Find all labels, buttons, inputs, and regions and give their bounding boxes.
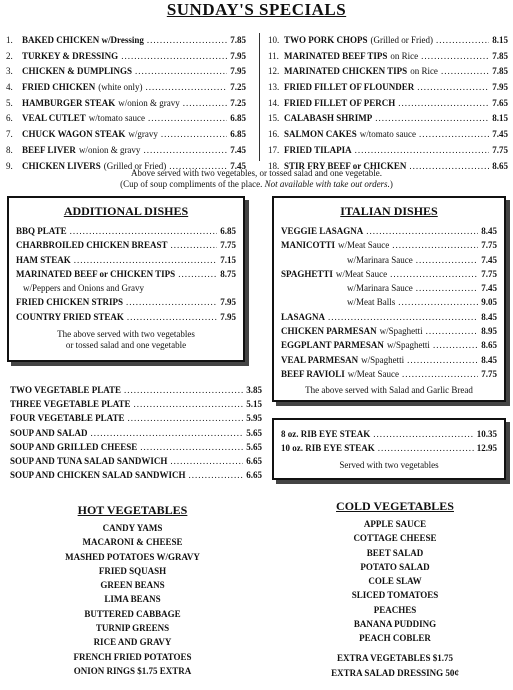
item-price: 7.25 <box>230 97 246 108</box>
menu-item <box>9 310 243 324</box>
menu-item <box>268 127 508 143</box>
item-price: 10.35 <box>476 429 497 439</box>
item-price: 7.95 <box>230 50 246 61</box>
item-number: 14. <box>268 97 280 108</box>
item-number: 4. <box>6 82 13 93</box>
menu-item <box>274 367 504 381</box>
item-price: 7.95 <box>230 66 246 77</box>
item-price: 7.85 <box>492 66 508 77</box>
item-note: w/onion & gravy <box>78 144 141 155</box>
item-number: 12. <box>268 66 280 77</box>
vegetable-item: MACARONI & CHEESE <box>82 537 183 548</box>
item-price: 7.45 <box>481 254 497 265</box>
dot-leader <box>148 111 227 127</box>
dot-leader <box>126 295 217 309</box>
item-price: 7.45 <box>481 283 497 294</box>
item-name: STIR FRY BEEF or CHICKEN <box>284 160 407 171</box>
item-name: FRIED FILLET OF FLOUNDER <box>284 82 415 93</box>
item-number: 13. <box>268 82 280 93</box>
item-price: 7.25 <box>230 82 246 93</box>
item-number: 16. <box>268 129 280 140</box>
dot-leader <box>402 367 478 381</box>
menu-item <box>268 111 508 127</box>
item-note: w/Spaghetti <box>361 354 405 365</box>
item-name: SPAGHETTI <box>281 268 333 279</box>
dot-leader <box>375 111 489 127</box>
menu-item <box>274 441 504 455</box>
item-name: HAM STEAK <box>16 254 71 265</box>
item-price: 7.75 <box>481 268 497 279</box>
additional-dishes-box <box>7 196 245 362</box>
extra-salad-dressing: EXTRA SALAD DRESSING 50¢ <box>331 668 459 678</box>
item-price: 8.65 <box>481 340 497 351</box>
item-price: 3.85 <box>246 385 262 395</box>
menu-item <box>274 267 504 281</box>
vegetable-item: TURNIP GREENS <box>95 623 170 634</box>
menu-item <box>274 295 504 309</box>
item-name: COUNTRY FRIED STEAK <box>16 311 124 322</box>
item-number: 6. <box>6 113 13 124</box>
column-divider <box>259 33 260 161</box>
menu-item <box>9 224 243 238</box>
dot-leader <box>355 143 490 159</box>
dot-leader <box>436 33 489 49</box>
vegetable-item: PEACHES <box>373 604 417 615</box>
item-note: (white only) <box>98 82 143 93</box>
item-price: 6.65 <box>246 455 262 466</box>
item-note: w/Marinara Sauce <box>347 283 413 294</box>
item-price: 6.85 <box>230 113 246 124</box>
item-price: 8.95 <box>481 326 497 337</box>
item-number: 15. <box>268 113 280 124</box>
item-name: BEEF LIVER <box>22 144 76 155</box>
item-note: w/onion & gravy <box>118 97 180 108</box>
menu-item <box>6 111 246 127</box>
dot-leader <box>328 310 478 324</box>
item-price: 5.65 <box>246 427 262 438</box>
menu-item <box>274 310 504 324</box>
item-name: SOUP AND SALAD <box>10 427 88 438</box>
dot-leader <box>70 224 218 238</box>
item-note: (Grilled or Fried) <box>370 35 433 45</box>
item-note: w/Meat Balls <box>347 297 396 308</box>
item-price: 5.65 <box>246 441 262 452</box>
dot-leader <box>398 96 489 112</box>
menu-item <box>9 253 243 267</box>
hot-vegetables-section <box>20 503 245 678</box>
hot-vegetables-title: HOT VEGETABLES <box>77 503 188 517</box>
item-number: 9. <box>6 160 13 171</box>
item-price: 8.75 <box>220 268 236 279</box>
vegetable-item: MASHED POTATOES W/GRAVY <box>65 551 200 562</box>
item-name: SOUP AND GRILLED CHEESE <box>10 441 138 452</box>
item-price: 6.85 <box>230 129 246 140</box>
dot-leader <box>378 441 474 455</box>
dot-leader <box>407 353 478 367</box>
item-note: w/tomato sauce <box>359 129 416 140</box>
dot-leader <box>416 253 479 267</box>
specials-left-column <box>6 33 246 174</box>
item-name: EGGPLANT PARMESAN <box>281 340 384 351</box>
vegetable-item: CANDY YAMS <box>102 523 163 533</box>
menu-item <box>9 238 243 252</box>
dot-leader <box>189 468 244 482</box>
item-name: VEAL PARMESAN <box>281 354 359 365</box>
item-name: HAMBURGER STEAK <box>22 97 116 108</box>
item-price: 12.95 <box>476 443 497 454</box>
item-name: TWO PORK CHOPS <box>284 35 368 45</box>
item-number: 7. <box>6 129 13 140</box>
item-name: CALABASH SHRIMP <box>284 113 373 124</box>
item-note: on Rice <box>390 50 419 61</box>
specials-right-column <box>268 33 508 174</box>
specials-list <box>6 33 508 171</box>
item-price: 7.45 <box>230 144 246 155</box>
cold-vegetables-title: COLD VEGETABLES <box>336 499 454 513</box>
menu-item <box>6 80 246 96</box>
menu-item <box>274 324 504 338</box>
item-note: w/Meat Sauce <box>347 368 400 379</box>
item-name: VEGGIE LASAGNA <box>281 226 364 236</box>
italian-dishes-list <box>274 224 504 381</box>
item-name: CHICKEN LIVERS <box>22 160 101 171</box>
served-line-2: (Cup of soup compliments of the place. Not available with take out orders.) <box>120 179 393 189</box>
item-price: 8.45 <box>481 226 497 236</box>
menu-item <box>274 281 504 295</box>
item-price: 8.15 <box>492 113 508 124</box>
item-number: 18. <box>268 160 280 171</box>
menu-item <box>6 64 246 80</box>
italian-served-note: The above served with Salad and Garlic Bread <box>305 385 473 396</box>
specials-served-note <box>0 168 513 190</box>
vegetable-item: BEET SALAD <box>366 547 424 558</box>
item-name: TWO VEGETABLE PLATE <box>10 385 122 395</box>
item-price: 7.15 <box>220 254 236 265</box>
vegetable-item: SLICED TOMATOES <box>351 590 439 601</box>
item-name: SOUP AND TUNA SALAD SANDWICH <box>10 455 168 466</box>
additional-sub-note: w/Peppers and Onions and Gravy <box>23 283 144 294</box>
item-name: FRIED TILAPIA <box>284 144 352 155</box>
vegetable-item: FRENCH FRIED POTATOES <box>73 651 192 662</box>
dot-leader <box>147 33 227 49</box>
menu-item <box>6 96 246 112</box>
served-line-1: Above served with two vegetables, or tossed salad and one vegetable. <box>131 168 382 178</box>
item-price: 7.85 <box>230 35 246 45</box>
item-name: MARINATED CHICKEN TIPS <box>284 66 408 77</box>
vegetable-item: BANANA PUDDING <box>353 619 437 630</box>
menu-item <box>274 427 504 441</box>
menu-item <box>10 468 262 482</box>
item-price: 7.75 <box>220 240 236 251</box>
item-name: FRIED FILLET OF PERCH <box>284 97 396 108</box>
dot-leader <box>127 310 217 324</box>
dot-leader <box>74 253 217 267</box>
dot-leader <box>178 267 217 281</box>
item-price: 7.95 <box>492 82 508 93</box>
item-number: 10. <box>268 35 280 45</box>
dot-leader <box>426 324 479 338</box>
item-price: 7.75 <box>492 144 508 155</box>
item-name: 8 oz. RIB EYE STEAK <box>281 429 371 439</box>
dot-leader <box>146 80 228 96</box>
menu-item <box>268 143 508 159</box>
dot-leader <box>140 440 243 454</box>
item-price: 6.85 <box>220 226 236 236</box>
menu-item <box>6 33 246 49</box>
dot-leader <box>124 383 243 397</box>
vegetable-item: COTTAGE CHEESE <box>353 533 437 544</box>
steaks-list <box>274 427 504 456</box>
menu-item <box>274 338 504 352</box>
item-price: 9.05 <box>481 297 497 308</box>
menu-item <box>274 238 504 252</box>
extras-section <box>290 651 500 681</box>
menu-item <box>274 253 504 267</box>
item-price: 7.85 <box>492 50 508 61</box>
item-note: w/Meat Sauce <box>335 268 388 279</box>
dot-leader <box>128 411 244 425</box>
plates-list <box>10 383 262 482</box>
vegetable-item: PEACH COBLER <box>359 633 431 644</box>
additional-dishes-list <box>9 224 243 281</box>
dot-leader <box>417 80 489 96</box>
item-note: on Rice <box>410 66 438 77</box>
item-note: w/Meat Sauce <box>338 240 390 251</box>
cold-vegetables-section <box>290 499 500 646</box>
dot-leader <box>392 238 478 252</box>
item-price: 7.65 <box>492 97 508 108</box>
vegetable-item: GREEN BEANS <box>100 580 165 591</box>
additional-served-note: The above served with two vegetables or tossed salad and one vegetable <box>57 329 195 351</box>
item-number: 3. <box>6 66 13 77</box>
item-number: 5. <box>6 97 13 108</box>
dot-leader <box>183 96 227 112</box>
item-name: LASAGNA <box>281 311 326 322</box>
item-number: 2. <box>6 50 13 61</box>
dot-leader <box>171 238 218 252</box>
item-price: 5.95 <box>246 413 262 424</box>
extra-vegetables: EXTRA VEGETABLES $1.75 <box>337 653 453 663</box>
item-name: BAKED CHICKEN w/Dressing <box>22 35 144 45</box>
dot-leader <box>161 127 227 143</box>
steaks-box <box>272 418 506 480</box>
dot-leader <box>134 397 244 411</box>
item-price: 7.45 <box>492 129 508 140</box>
item-name: BEEF RAVIOLI <box>281 368 345 379</box>
dot-leader <box>121 49 227 65</box>
menu-item <box>268 80 508 96</box>
vegetable-item: POTATO SALAD <box>360 561 430 572</box>
menu-item <box>268 64 508 80</box>
italian-dishes-title: ITALIAN DISHES <box>340 204 438 218</box>
item-number: 1. <box>6 35 13 45</box>
item-price: 7.75 <box>481 240 497 251</box>
item-price: 8.15 <box>492 35 508 45</box>
vegetable-item: RICE AND GRAVY <box>93 637 172 648</box>
dot-leader <box>366 224 478 238</box>
dot-leader <box>143 143 227 159</box>
vegetable-item: FRIED SQUASH <box>98 565 167 576</box>
page-title: SUNDAY'S SPECIALS <box>166 0 347 19</box>
item-name: FOUR VEGETABLE PLATE <box>10 413 125 424</box>
item-price: 7.45 <box>230 160 246 171</box>
item-name: MARINATED BEEF TIPS <box>284 50 388 61</box>
item-name: CHUCK WAGON STEAK <box>22 129 126 140</box>
dot-leader <box>416 281 479 295</box>
item-price: 7.95 <box>220 297 236 308</box>
dot-leader <box>373 427 473 441</box>
menu-item <box>10 454 262 468</box>
dot-leader <box>91 426 244 440</box>
item-name: FRIED CHICKEN <box>22 82 96 93</box>
item-name: THREE VEGETABLE PLATE <box>10 399 131 410</box>
menu-item <box>6 127 246 143</box>
italian-dishes-box <box>272 196 506 402</box>
menu-item <box>10 440 262 454</box>
item-note: w/tomato sauce <box>88 113 146 124</box>
item-name: MANICOTTI <box>281 240 336 251</box>
menu-item <box>268 33 508 49</box>
dot-leader <box>390 267 478 281</box>
additional-dishes-title: ADDITIONAL DISHES <box>63 204 189 218</box>
item-name: CHICKEN & DUMPLINGS <box>22 66 133 77</box>
item-number: 8. <box>6 144 13 155</box>
menu-item <box>9 295 243 309</box>
vegetable-item: LIMA BEANS <box>104 594 161 605</box>
menu-item <box>274 224 504 238</box>
item-price: 5.15 <box>246 399 262 410</box>
dot-leader <box>433 338 478 352</box>
steaks-served-note: Served with two vegetables <box>339 459 439 470</box>
menu-item <box>268 96 508 112</box>
dot-leader <box>398 295 478 309</box>
menu-item <box>10 426 262 440</box>
menu-item <box>10 397 262 411</box>
item-price: 7.75 <box>481 368 497 379</box>
menu-item <box>10 411 262 425</box>
item-price: 8.45 <box>481 311 497 322</box>
item-note: w/Spaghetti <box>386 340 430 351</box>
item-name: FRIED CHICKEN STRIPS <box>16 297 124 308</box>
item-name: CHICKEN PARMESAN <box>281 326 377 337</box>
dot-leader <box>421 49 489 65</box>
vegetable-item: BUTTERED CABBAGE <box>84 608 181 619</box>
item-price: 6.65 <box>246 470 262 481</box>
item-name: VEAL CUTLET <box>22 113 86 124</box>
item-price: 7.95 <box>220 311 236 322</box>
dot-leader <box>441 64 489 80</box>
dot-leader <box>135 64 227 80</box>
item-price: 8.65 <box>492 160 508 171</box>
item-name: MARINATED BEEF or CHICKEN TIPS <box>16 268 176 279</box>
item-name: SALMON CAKES <box>284 129 357 140</box>
menu-item <box>9 267 243 281</box>
item-number: 11. <box>268 50 279 61</box>
item-note: w/gravy <box>128 129 158 140</box>
additional-dishes-list-2 <box>9 295 243 324</box>
menu-item <box>6 143 246 159</box>
vegetable-item: COLE SLAW <box>368 576 422 587</box>
menu-item <box>10 383 262 397</box>
item-name: SOUP AND CHICKEN SALAD SANDWICH <box>10 470 186 481</box>
item-number: 17. <box>268 144 280 155</box>
item-name: TURKEY & DRESSING <box>22 50 119 61</box>
item-name: CHARBROILED CHICKEN BREAST <box>16 240 168 251</box>
item-note: w/Marinara Sauce <box>347 254 413 265</box>
item-price: 8.45 <box>481 354 497 365</box>
item-note: w/Spaghetti <box>379 326 423 337</box>
vegetable-item: ONION RINGS $1.75 EXTRA <box>73 665 192 676</box>
dot-leader <box>170 454 243 468</box>
menu-item <box>274 353 504 367</box>
item-note: (Grilled or Fried) <box>103 160 167 171</box>
menu-item <box>6 49 246 65</box>
vegetable-item: APPLE SAUCE <box>363 519 427 529</box>
item-name: 10 oz. RIB EYE STEAK <box>281 443 375 454</box>
menu-item <box>268 49 508 65</box>
item-name: BBQ PLATE <box>16 226 67 236</box>
dot-leader <box>419 127 489 143</box>
